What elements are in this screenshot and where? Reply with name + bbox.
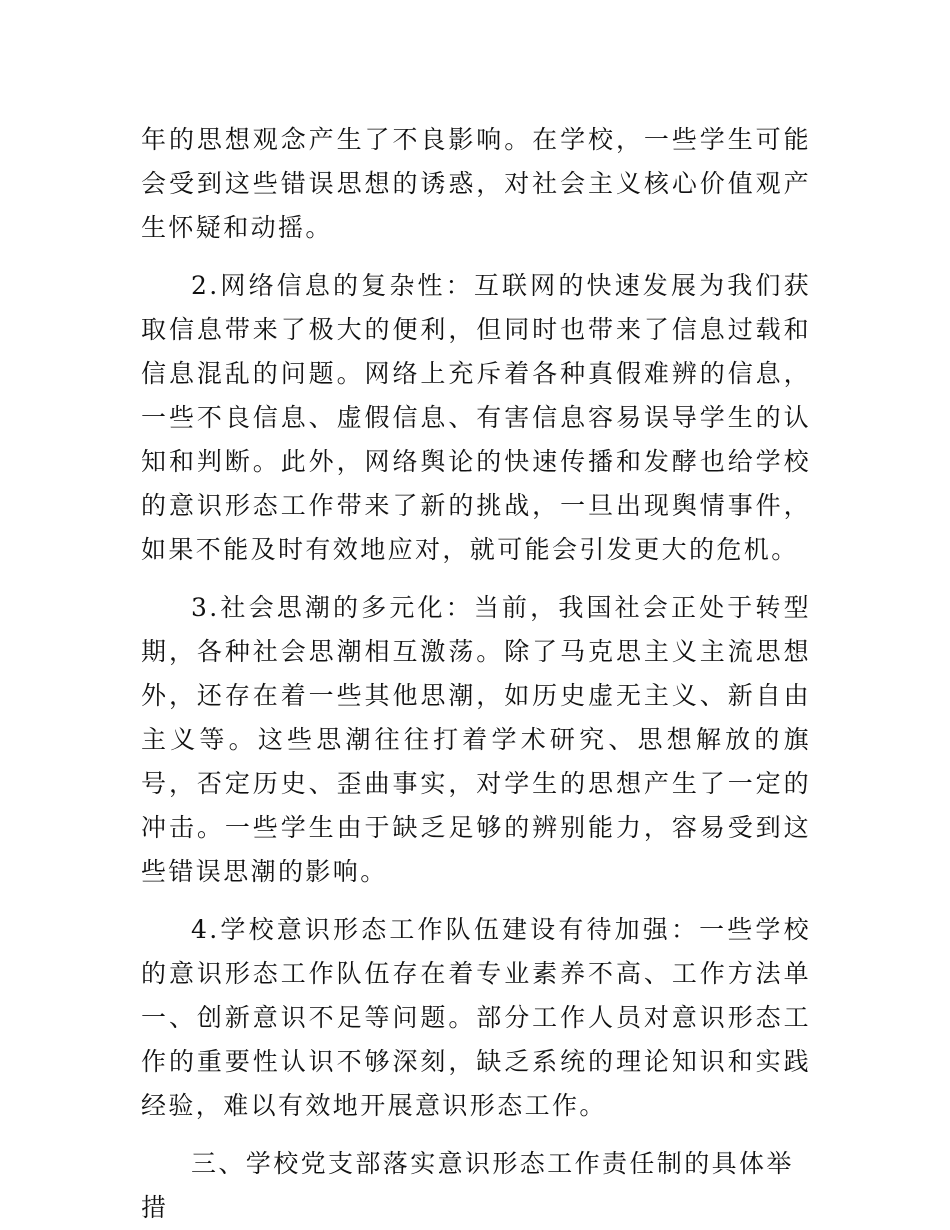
section-heading: 三、学校党支部落实意识形态工作责任制的具体举措 bbox=[141, 1149, 794, 1222]
paragraph-item-4: 4.学校意识形态工作队伍建设有待加强：一些学校的意识形态工作队伍存在着专业素养不高、工作方法单一、创新意识不足等问题。部分工作人员对意识形态工作的重要性认识不够深刻，缺乏系统的理论知识和实践经验，难以有效地开展意识形态工作。 bbox=[141, 915, 811, 1120]
paragraph-continuation: 年的思想观念产生了不良影响。在学校，一些学生可能会受到这些错误思想的诱惑，对社会主义核心价值观产生怀疑和动摇。 bbox=[141, 125, 811, 242]
paragraph-item-2: 2.网络信息的复杂性：互联网的快速发展为我们获取信息带来了极大的便利，但同时也带来了信息过载和信息混乱的问题。网络上充斥着各种真假难辨的信息，一些不良信息、虚假信息、有害信息容易误导学生的认知和判断。此外，网络舆论的快速传播和发酵也给学校的意识形态工作带来了新的挑战，一旦出现舆情事件，如果不能及时有效地应对，就可能会引发更大的危机。 bbox=[141, 271, 811, 564]
body-text bbox=[141, 118, 811, 1230]
paragraph-item-3: 3.社会思潮的多元化：当前，我国社会正处于转型期，各种社会思潮相互激荡。除了马克思主义主流思想外，还存在着一些其他思潮，如历史虚无主义、新自由主义等。这些思潮往往打着学术研究、思想解放的旗号，否定历史、歪曲事实，对学生的思想产生了一定的冲击。一些学生由于缺乏足够的辨别能力，容易受到这些错误思潮的影响。 bbox=[141, 593, 811, 886]
